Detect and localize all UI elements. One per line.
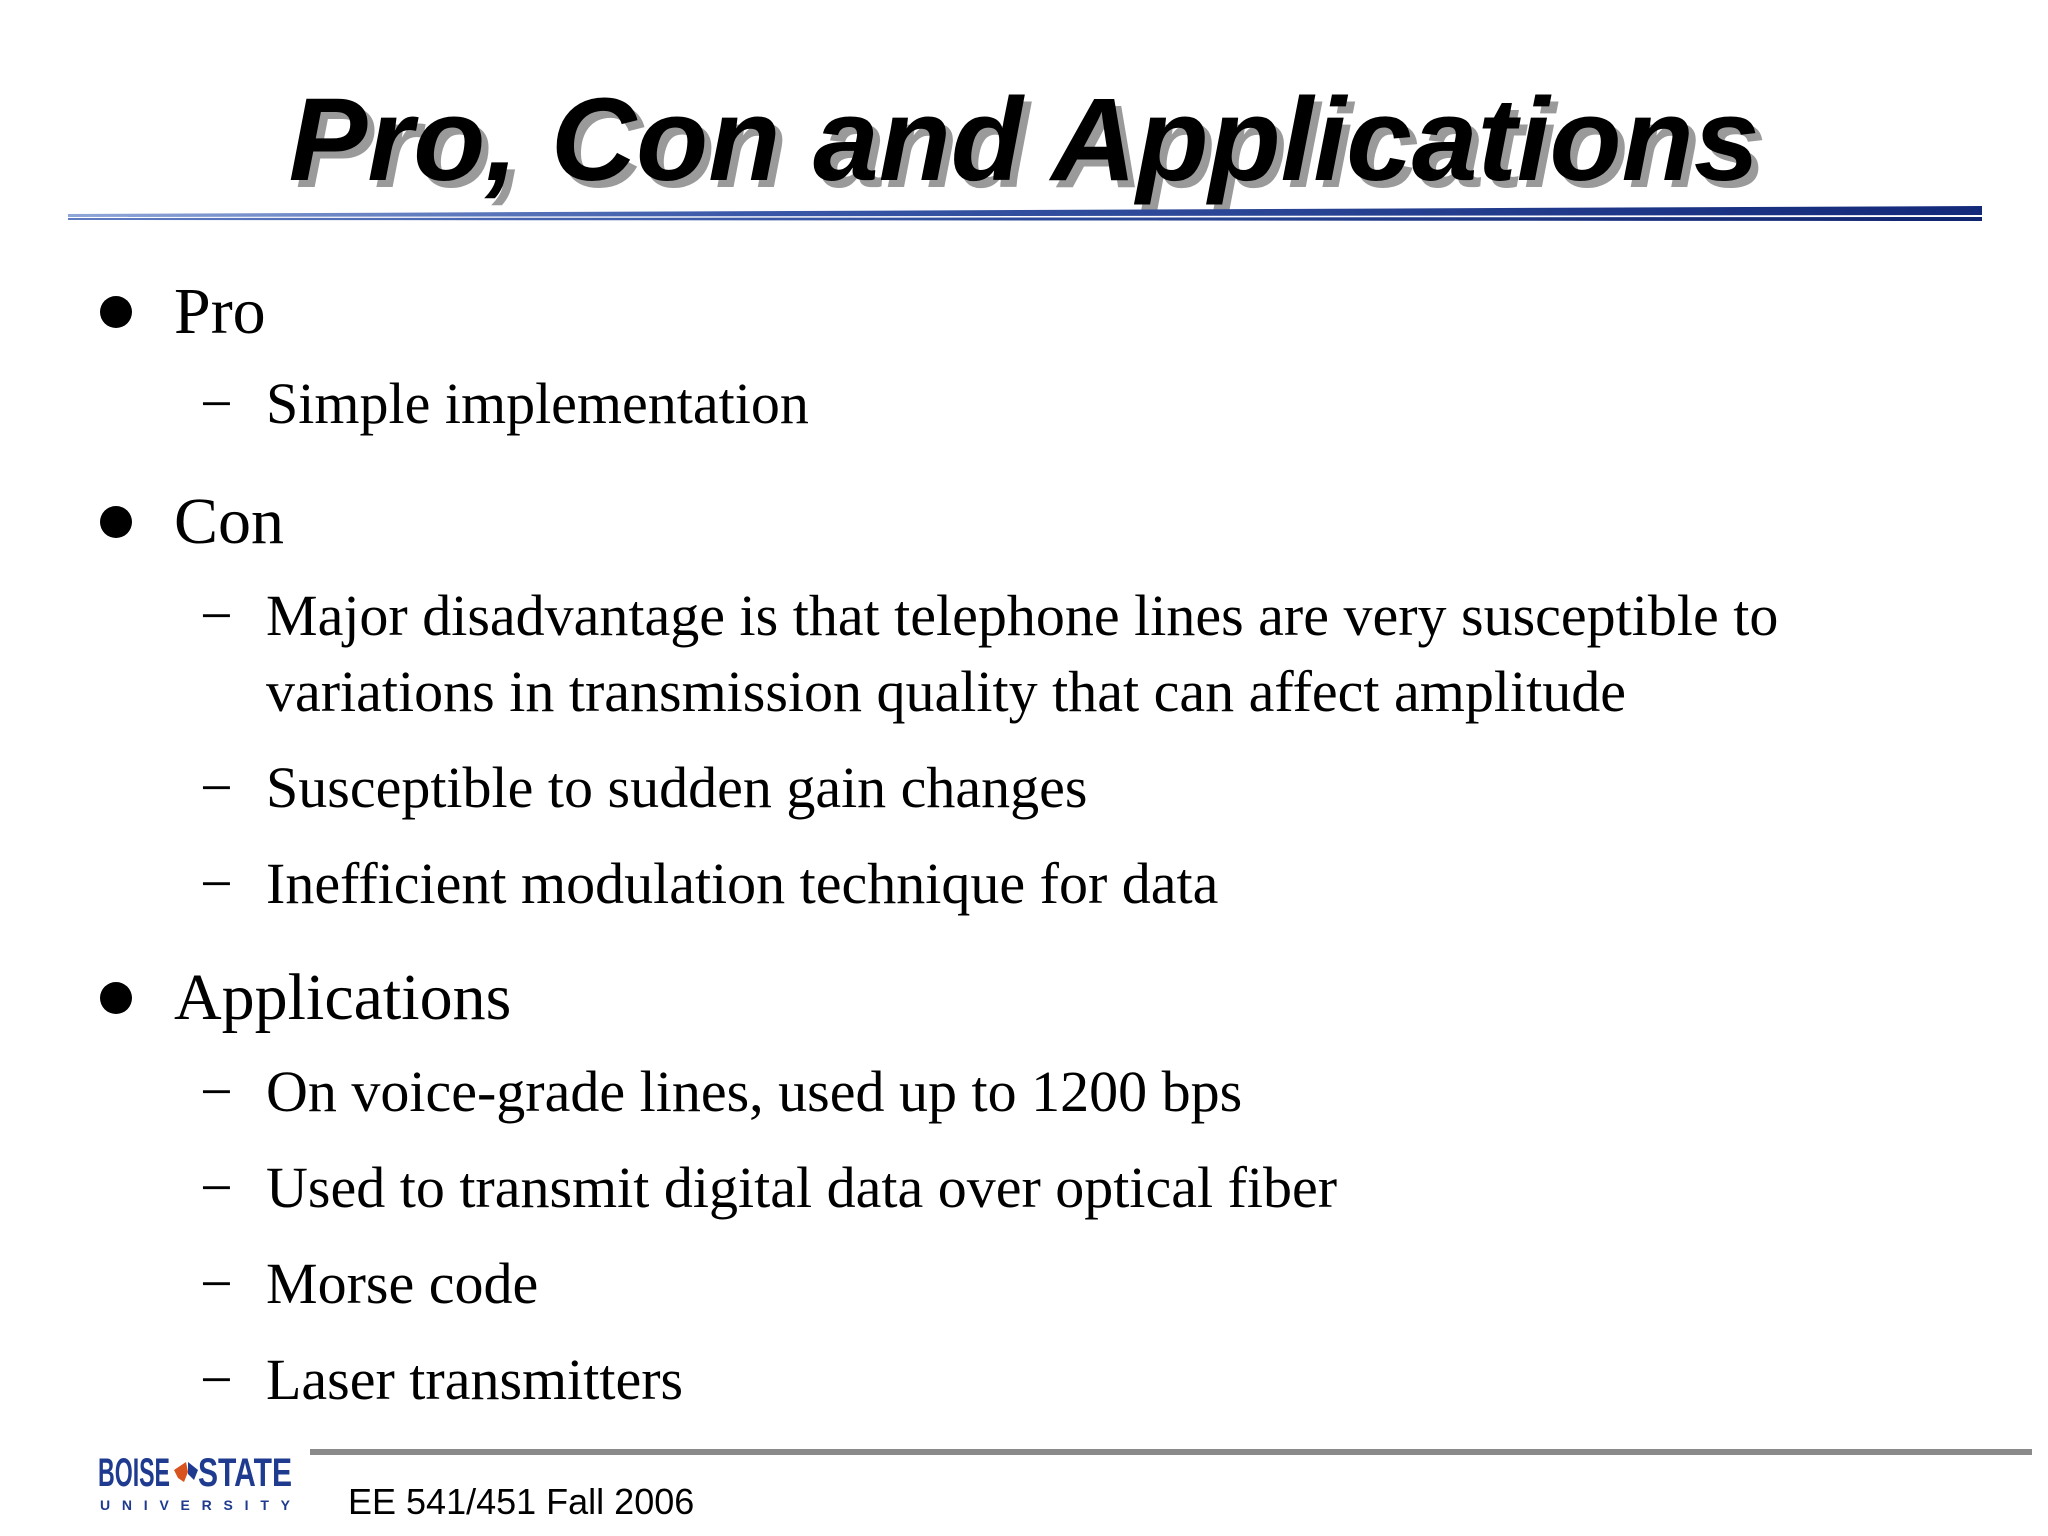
sub-item-text: Major disadvantage is that telephone lines are very susceptible to (266, 583, 1779, 648)
sub-item-text: Laser transmitters (266, 1347, 684, 1412)
dash-icon: − (200, 1251, 233, 1316)
dash-icon: − (200, 851, 233, 916)
dash-icon: − (200, 1155, 233, 1220)
dash-icon: − (200, 1347, 233, 1412)
dash-icon: − (200, 371, 233, 436)
dash-icon: − (200, 1059, 233, 1124)
footer-course: EE 541/451 Fall 2006 (348, 1481, 695, 1522)
sub-item-text: Used to transmit digital data over optical fiber (266, 1155, 1338, 1220)
bullet-dot-icon (100, 982, 132, 1014)
dash-icon: − (200, 583, 233, 648)
footer-rule (310, 1449, 2032, 1455)
bullet-heading: Applications (174, 961, 512, 1034)
bullet-dot-icon (100, 506, 132, 538)
dash-icon: − (200, 755, 233, 820)
sub-item-text: On voice-grade lines, used up to 1200 bps (266, 1059, 1243, 1124)
bullet-heading: Pro (174, 275, 266, 348)
bullet-dot-icon (100, 296, 132, 328)
sub-item-text: Inefficient modulation technique for data (266, 851, 1219, 916)
logo-word-boise: BOISE (98, 1451, 170, 1495)
logo-word-state: STATE (198, 1451, 292, 1495)
sub-item-text: Susceptible to sudden gain changes (266, 755, 1088, 820)
sub-item-text: Simple implementation (266, 371, 809, 436)
bronco-icon (174, 1462, 198, 1482)
boise-state-logo (98, 1448, 298, 1514)
bullet-heading: Con (174, 485, 285, 558)
sub-item-text: Morse code (266, 1251, 539, 1316)
slide-title: Pro, Con and Applications (288, 74, 1760, 206)
sub-item-text: variations in transmission quality that can affect amplitude (266, 659, 1626, 724)
logo-word-university: UNIVERSITY (100, 1497, 290, 1513)
